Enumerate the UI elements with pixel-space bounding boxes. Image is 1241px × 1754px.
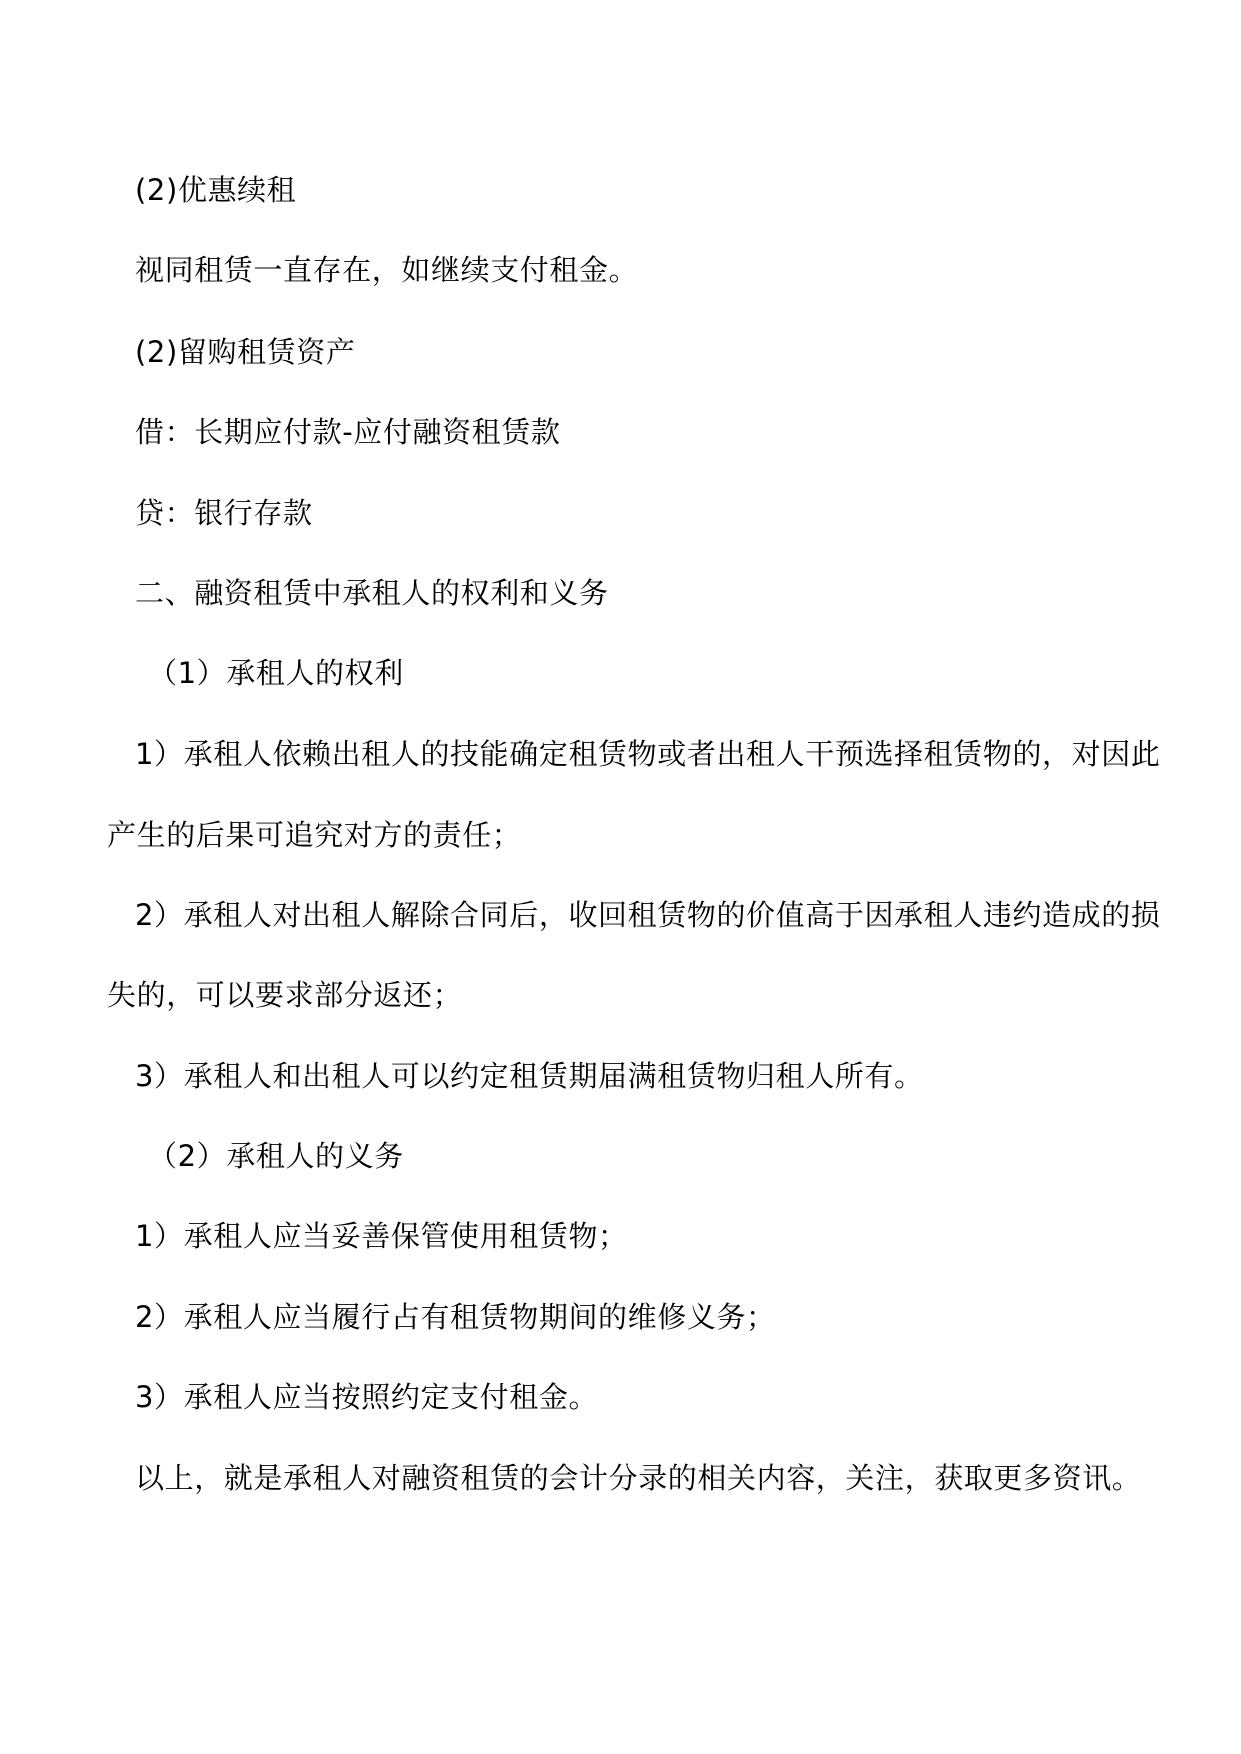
- list-item-obligation-1: 1）承租人应当妥善保管使用租赁物；: [135, 1219, 628, 1253]
- heading-purchase-leased-asset: (2)留购租赁资产: [135, 335, 356, 369]
- list-item-obligation-3: 3）承租人应当按照约定支付租金。: [135, 1380, 599, 1414]
- list-item-right-2-continued: 失的，可以要求部分返还；: [107, 978, 463, 1012]
- subheading-lessee-obligations: （2）承租人的义务: [148, 1139, 404, 1173]
- subheading-lessee-rights: （1）承租人的权利: [148, 656, 404, 690]
- paragraph-renewal-treatment: 视同租赁一直存在，如继续支付租金。: [135, 253, 639, 287]
- closing-paragraph: 以上，就是承租人对融资租赁的会计分录的相关内容，关注，获取更多资讯。: [135, 1461, 1142, 1495]
- list-item-right-1: 1）承租人依赖出租人的技能确定租赁物或者出租人干预选择租赁物的，对因此: [135, 737, 1161, 771]
- list-item-right-2: 2）承租人对出租人解除合同后，收回租赁物的价值高于因承租人违约造成的损: [135, 898, 1161, 932]
- heading-preferential-renewal: (2)优惠续租: [135, 173, 297, 207]
- list-item-right-1-continued: 产生的后果可追究对方的责任；: [107, 818, 522, 852]
- section-heading-rights-obligations: 二、融资租赁中承租人的权利和义务: [135, 576, 609, 610]
- journal-entry-debit: 借：长期应付款-应付融资租赁款: [135, 415, 561, 449]
- list-item-obligation-2: 2）承租人应当履行占有租赁物期间的维修义务；: [135, 1300, 776, 1334]
- journal-entry-credit: 贷：银行存款: [135, 496, 313, 530]
- list-item-right-3: 3）承租人和出租人可以约定租赁期届满租赁物归租人所有。: [135, 1059, 924, 1093]
